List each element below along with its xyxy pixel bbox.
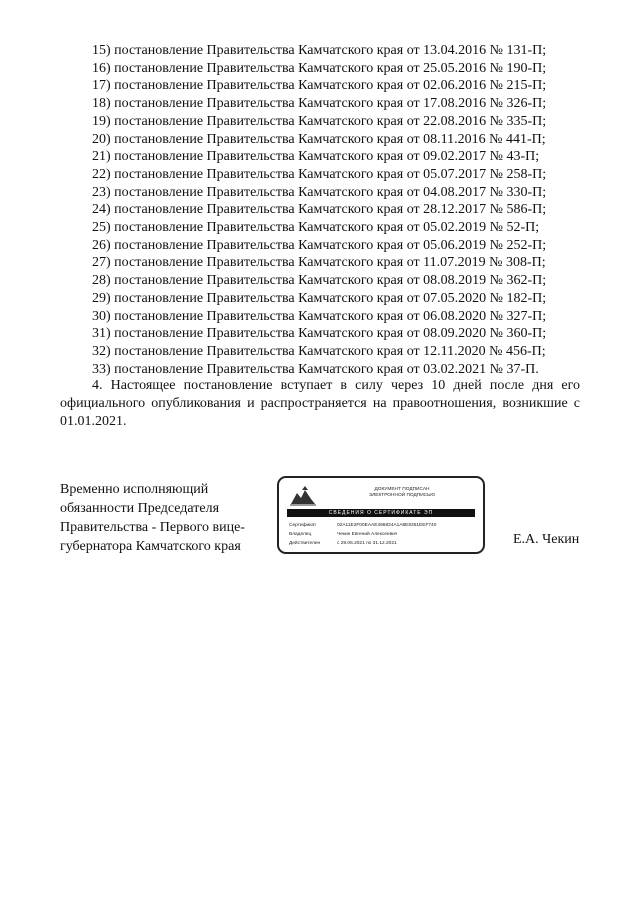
stamp-certificate-bar: СВЕДЕНИЯ О СЕРТИФИКАТЕ ЭП	[287, 509, 475, 517]
list-item: 33) постановление Правительства Камчатского края от 03.02.2021 № 37-П.	[92, 361, 539, 377]
stamp-row-certificate	[289, 523, 436, 529]
stamp-header-line: ЭЛЕКТРОННОЙ ПОДПИСЬЮ	[368, 493, 436, 498]
list-item: 32) постановление Правительства Камчатского края от 12.11.2020 № 456-П;	[92, 343, 546, 359]
stamp-header-line: ДОКУМЕНТ ПОДПИСАН	[374, 487, 430, 492]
stamp-row-validity	[289, 541, 397, 547]
effective-date-paragraph: 4. Настоящее постановление вступает в силу через 10 дней после дня его официального опубликования и распространяется на правоотношения, возникшие с 01.01.2021.	[60, 378, 580, 429]
list-item: 24) постановление Правительства Камчатского края от 28.12.2017 № 586-П;	[92, 202, 547, 218]
stamp-value: Чекин Евгений Алексеевич	[337, 532, 398, 537]
signatory-name: Е.А. Чекин	[513, 532, 580, 547]
signatory-position	[60, 480, 245, 556]
list-item: 28) постановление Правительства Камчатского края от 08.08.2019 № 362-П;	[92, 273, 547, 289]
list-item: 22) постановление Правительства Камчатского края от 05.07.2017 № 258-П;	[92, 166, 547, 182]
list-item: 16) постановление Правительства Камчатского края от 25.05.2016 № 190-П;	[92, 60, 547, 76]
stamp-value: 02A11E2F00EAAE496824A1A8E8351EEF740	[337, 523, 437, 528]
electronic-signature-stamp	[277, 476, 485, 554]
list-item: 30) постановление Правительства Камчатского края от 06.08.2020 № 327-П;	[92, 308, 547, 324]
stamp-label: Владелец	[289, 532, 312, 537]
list-item: 18) постановление Правительства Камчатского края от 17.08.2016 № 326-П;	[92, 96, 547, 112]
position-line: обязанности Председателя	[60, 501, 220, 516]
list-item: 25) постановление Правительства Камчатского края от 05.02.2019 № 52-П;	[92, 220, 540, 236]
position-line: губернатора Камчатского края	[60, 539, 241, 554]
list-item: 23) постановление Правительства Камчатского края от 04.08.2017 № 330-П;	[92, 184, 547, 200]
amendments-list	[60, 42, 580, 378]
stamp-header	[327, 487, 477, 499]
list-item: 27) постановление Правительства Камчатского края от 11.07.2019 № 308-П;	[92, 255, 546, 271]
list-item: 19) постановление Правительства Камчатского края от 22.08.2016 № 335-П;	[92, 113, 547, 129]
stamp-row-owner	[289, 532, 397, 538]
stamp-label: Сертификат	[289, 523, 317, 528]
list-item: 29) постановление Правительства Камчатского края от 07.05.2020 № 182-П;	[92, 290, 547, 306]
list-item: 17) постановление Правительства Камчатского края от 02.06.2016 № 215-П;	[92, 78, 547, 94]
list-item: 21) постановление Правительства Камчатского края от 09.02.2017 № 43-П;	[92, 149, 540, 165]
stamp-label: Действителен	[289, 541, 321, 546]
list-item: 31) постановление Правительства Камчатского края от 08.09.2020 № 360-П;	[92, 326, 547, 342]
stamp-value: с 29.06.2021 по 31.12.2021	[337, 541, 397, 546]
list-item: 26) постановление Правительства Камчатского края от 05.06.2019 № 252-П;	[92, 237, 547, 253]
list-item: 15) постановление Правительства Камчатского края от 13.04.2016 № 131-П;	[92, 43, 547, 58]
position-line: Временно исполняющий	[60, 482, 209, 497]
coat-of-arms-icon	[288, 484, 318, 506]
list-item: 20) постановление Правительства Камчатского края от 08.11.2016 № 441-П;	[92, 131, 546, 147]
position-line: Правительства - Первого вице-	[60, 520, 245, 535]
